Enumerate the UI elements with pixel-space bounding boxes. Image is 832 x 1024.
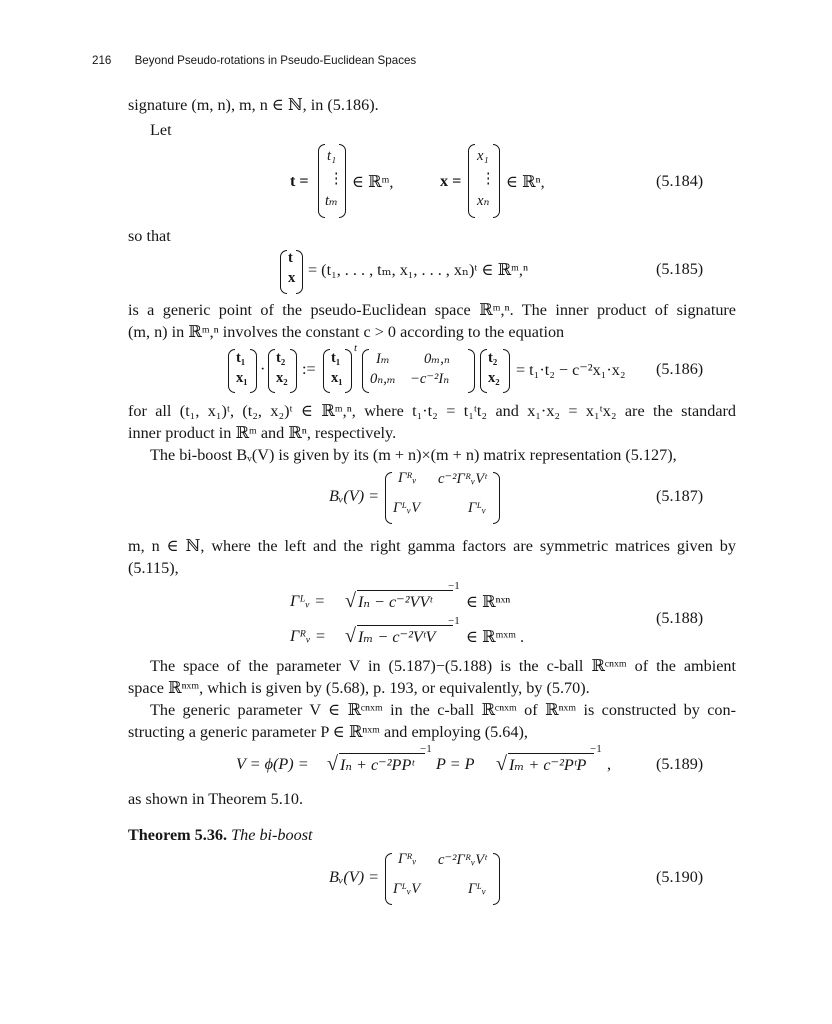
matrix-entry: ΓᴸᵥV	[393, 881, 421, 897]
eq-lhs: V = ϕ(P) =	[236, 755, 309, 773]
paragraph-line: is a generic point of the pseudo-Euclidean space ℝᵐ,ⁿ. The inner product of signature	[128, 301, 736, 319]
eq-middle: P = P	[436, 755, 475, 773]
right-paren	[345, 349, 352, 393]
paragraph-line: so that	[128, 227, 171, 245]
vector-entry: t₂	[276, 350, 286, 366]
left-paren	[468, 144, 475, 218]
vector-entry: x₁	[477, 148, 489, 164]
matrix-entry: Iₘ	[376, 351, 390, 367]
equation-number: (5.186)	[656, 360, 704, 378]
set-membership: ∈ ℝᵐˣᵐ .	[466, 628, 525, 646]
paragraph-line: signature (m, n), m, n ∈ ℕ, in (5.186).	[128, 96, 379, 114]
sqrt-sign: √	[345, 625, 356, 647]
exponent: −1	[420, 743, 432, 755]
paragraph-line: The bi-boost Bᵥ(V) is given by its (m + n)×(m + n) matrix representation (5.127),	[150, 446, 677, 464]
left-paren	[385, 472, 392, 524]
left-paren	[480, 349, 487, 393]
left-paren	[280, 250, 287, 294]
radicand: Iₘ + c⁻²PᵗP	[509, 756, 587, 774]
left-paren	[362, 349, 369, 393]
theorem-heading	[128, 824, 313, 846]
equation-number: (5.190)	[656, 868, 704, 886]
left-paren	[323, 349, 330, 393]
matrix-entry: Γᴸᵥ	[468, 500, 487, 516]
vector-entry: t₁	[327, 148, 337, 164]
dot-operator: ·	[260, 360, 266, 378]
vector-entry: tₘ	[325, 193, 339, 209]
theorem-label: Theorem 5.36.	[128, 826, 228, 844]
paragraph-line: inner product in ℝᵐ and ℝⁿ, respectively.	[128, 424, 397, 442]
vector-entry: t₂	[488, 350, 498, 366]
eq-lhs: Γᴿᵥ =	[290, 627, 326, 645]
equation-number: (5.184)	[656, 172, 704, 190]
vector-entry: t	[288, 250, 293, 266]
sqrt-sign: √	[345, 590, 356, 612]
vector-entry: t₁	[236, 350, 246, 366]
sqrt-sign: √	[496, 753, 507, 775]
vector-entry: t₁	[331, 350, 341, 366]
radicand: Iₘ − c⁻²VᵗV	[358, 628, 436, 646]
paragraph-line: (5.115),	[128, 559, 179, 577]
sqrt-sign: √	[327, 753, 338, 775]
matrix-entry: −c⁻²Iₙ	[410, 371, 450, 387]
paragraph-line: as shown in Theorem 5.10.	[128, 790, 304, 808]
vector-entry: ⋮	[481, 171, 496, 187]
equation-number: (5.188)	[656, 609, 704, 627]
eq-lhs: Γᴸᵥ =	[290, 592, 326, 610]
eq-rhs: = t₁·t₂ − c⁻²x₁·x₂	[516, 361, 626, 379]
paragraph-line: m, n ∈ ℕ, where the left and the right gamma factors are symmetric matrices given by	[128, 537, 736, 555]
assign-operator: :=	[302, 360, 316, 378]
radical-bar	[357, 590, 453, 591]
radical-bar	[357, 625, 453, 626]
equation-number: (5.187)	[656, 487, 704, 505]
matrix-entry: ΓᴸᵥV	[393, 500, 421, 516]
vector-entry: x₁	[236, 370, 248, 386]
vector-entry: x₂	[488, 370, 500, 386]
page-number: 216	[92, 54, 112, 67]
matrix-entry: 0ₘ,ₙ	[424, 351, 450, 367]
left-paren	[385, 853, 392, 905]
matrix-entry: Γᴿᵥ	[398, 470, 417, 486]
exponent: −1	[448, 580, 460, 592]
paragraph-line: The generic parameter V ∈ ℝᶜⁿˣᵐ in the c-ball ℝᶜⁿˣᵐ of ℝⁿˣᵐ is constructed by con-	[150, 701, 736, 719]
eq-tail: ,	[607, 755, 612, 773]
right-paren	[250, 349, 257, 393]
matrix-entry: Γᴸᵥ	[468, 881, 487, 897]
equation-number: (5.189)	[656, 755, 704, 773]
right-paren	[290, 349, 297, 393]
right-paren	[339, 144, 346, 218]
radical-bar	[508, 753, 594, 754]
radical-bar	[339, 753, 425, 754]
eq-lhs: t =	[290, 172, 309, 190]
eq-rhs: = (t₁, . . . , tₘ, x₁, . . . , xₙ)ᵗ ∈ ℝᵐ,ⁿ	[308, 261, 529, 279]
running-header	[92, 54, 416, 67]
right-paren	[493, 472, 500, 524]
vector-entry: x₁	[331, 370, 343, 386]
exponent: −1	[590, 743, 602, 755]
running-title: Beyond Pseudo-rotations in Pseudo-Euclidean Spaces	[134, 54, 417, 67]
vector-entry: xₙ	[477, 193, 490, 209]
matrix-entry: 0ₙ,ₘ	[370, 371, 396, 387]
equation-number: (5.185)	[656, 260, 704, 278]
set-membership: ∈ ℝᵐ,	[352, 173, 394, 191]
eq-lhs: Bᵥ(V) =	[329, 487, 380, 505]
theorem-text: The bi-boost	[231, 826, 313, 844]
matrix-entry: c⁻²ΓᴿᵥVᵗ	[438, 852, 487, 868]
right-paren	[493, 853, 500, 905]
eq-lhs: Bᵥ(V) =	[329, 868, 380, 886]
matrix-entry: Γᴿᵥ	[398, 851, 417, 867]
vector-entry: x₂	[276, 370, 288, 386]
vector-entry: x	[288, 270, 296, 286]
right-paren	[468, 349, 475, 393]
vector-entry: ⋮	[329, 171, 344, 187]
transpose-mark: t	[354, 342, 358, 354]
exponent: −1	[448, 615, 460, 627]
left-paren	[228, 349, 235, 393]
matrix-entry: c⁻²ΓᴿᵥVᵗ	[438, 471, 487, 487]
radicand: Iₙ + c⁻²PPᵗ	[340, 756, 415, 774]
paragraph-line: (m, n) in ℝᵐ,ⁿ involves the constant c > 0 according to the equation	[128, 323, 565, 341]
right-paren	[493, 144, 500, 218]
left-paren	[268, 349, 275, 393]
paragraph-line: space ℝⁿˣᵐ, which is given by (5.68), p. 193, or equivalently, by (5.70).	[128, 679, 590, 697]
left-paren	[318, 144, 325, 218]
right-paren	[296, 250, 303, 294]
paragraph-line: for all (t₁, x₁)ᵗ, (t₂, x₂)ᵗ ∈ ℝᵐ,ⁿ, where t₁·t₂ = t₁ᵗt₂ and x₁·x₂ = x₁ᵗx₂ are the standard	[128, 402, 736, 420]
paragraph-line: The space of the parameter V in (5.187)−(5.188) is the c-ball ℝᶜⁿˣᵐ of the ambient	[150, 657, 736, 675]
paragraph-line: Let	[150, 121, 172, 139]
set-membership: ∈ ℝⁿ,	[506, 173, 545, 191]
radicand: Iₙ − c⁻²VVᵗ	[358, 593, 433, 611]
set-membership: ∈ ℝⁿˣⁿ	[466, 593, 511, 611]
right-paren	[503, 349, 510, 393]
paragraph-line: structing a generic parameter P ∈ ℝⁿˣᵐ and employing (5.64),	[128, 723, 528, 741]
eq-lhs: x =	[440, 172, 462, 190]
